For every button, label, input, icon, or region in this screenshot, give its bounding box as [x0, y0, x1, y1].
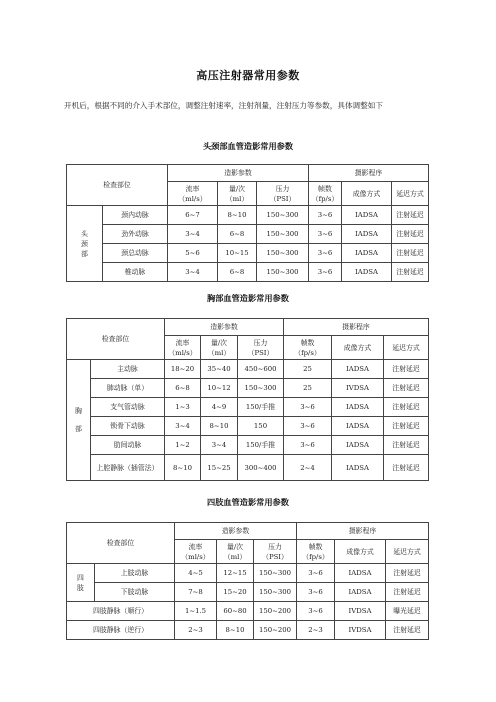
cell-volume: 15~25	[201, 455, 238, 481]
cell-pressure: 150	[238, 417, 284, 436]
cell-site: 上腔静脉（插管法）	[91, 455, 165, 481]
cell-frame: 25	[284, 379, 332, 398]
cell-delay: 注射延迟	[384, 417, 429, 436]
cell-site: 下肢动脉	[95, 583, 175, 602]
cell-frame: 3~6	[284, 398, 332, 417]
cell-mode: IADSA	[342, 244, 392, 263]
cell-rate: 2~3	[175, 621, 217, 640]
cell-site: 支气管动脉	[91, 398, 165, 417]
cell-mode: IVDSA	[332, 379, 384, 398]
cell-pressure: 150~200	[254, 602, 297, 621]
header-rate: 流率 （ml/s）	[168, 182, 218, 206]
header-imaging-program: 摄影程序	[297, 523, 429, 540]
cell-pressure: 150~300	[254, 564, 297, 583]
cell-pressure: 150~300	[254, 583, 297, 602]
table-limbs	[66, 522, 429, 640]
cell-rate: 6~8	[165, 379, 201, 398]
cell-site: 肋间动脉	[91, 436, 165, 455]
cell-delay: 注射延迟	[392, 263, 429, 282]
cell-volume: 6~8	[218, 263, 257, 282]
cell-rate: 3~4	[168, 263, 218, 282]
cell-mode: IADSA	[332, 360, 384, 379]
cell-pressure: 150~200	[254, 621, 297, 640]
header-rate: 流率 （ml/s）	[165, 336, 201, 360]
region-label-head-neck: 头 颈 部	[67, 206, 103, 282]
cell-frame: 3~6	[309, 206, 342, 225]
header-mode: 成像方式	[335, 540, 386, 564]
cell-mode: IADSA	[335, 564, 386, 583]
table-head-neck	[66, 164, 429, 282]
header-contrast-params: 造影参数	[165, 319, 284, 336]
section-title-chest: 胸部血管造影常用参数	[207, 293, 289, 303]
cell-delay: 注射延迟	[384, 398, 429, 417]
cell-pressure: 150~300	[257, 263, 309, 282]
cell-rate: 1~2	[165, 436, 201, 455]
header-frame: 帧数 （fp/s）	[297, 540, 335, 564]
cell-volume: 8~10	[218, 206, 257, 225]
cell-rate: 1~1.5	[175, 602, 217, 621]
header-imaging-program: 摄影程序	[284, 319, 429, 336]
cell-volume: 60~80	[217, 602, 254, 621]
header-rate: 流率 （ml/s）	[175, 540, 217, 564]
header-pressure: 压力 （PSI）	[257, 182, 309, 206]
cell-rate: 3~4	[168, 225, 218, 244]
cell-frame: 25	[284, 360, 332, 379]
cell-delay: 注射延迟	[392, 206, 429, 225]
cell-site: 主动脉	[91, 360, 165, 379]
header-imaging-program: 摄影程序	[309, 165, 429, 182]
header-contrast-params: 造影参数	[168, 165, 309, 182]
cell-site: 椎动脉	[103, 263, 168, 282]
cell-rate: 18~20	[165, 360, 201, 379]
header-site: 检查部位	[67, 319, 165, 360]
section-title-limbs: 四肢血管造影常用参数	[207, 497, 289, 507]
header-pressure: 压力 （PSI）	[254, 540, 297, 564]
header-pressure: 压力 （PSI）	[238, 336, 284, 360]
cell-rate: 7~8	[175, 583, 217, 602]
cell-rate: 6~7	[168, 206, 218, 225]
cell-volume: 35~40	[201, 360, 238, 379]
cell-pressure: 450~600	[238, 360, 284, 379]
cell-rate: 3~4	[165, 417, 201, 436]
header-volume: 量/次 （ml）	[218, 182, 257, 206]
header-delay: 延迟方式	[384, 336, 429, 360]
cell-delay: 注射延迟	[384, 436, 429, 455]
cell-frame: 3~6	[309, 225, 342, 244]
cell-site: 锁骨下动脉	[91, 417, 165, 436]
cell-mode: IVDSA	[335, 621, 386, 640]
cell-mode: IADSA	[342, 225, 392, 244]
header-volume: 量/次 （ml）	[217, 540, 254, 564]
cell-delay: 注射延迟	[386, 564, 429, 583]
cell-delay: 曝光延迟	[386, 602, 429, 621]
cell-site: 肺动脉（单）	[91, 379, 165, 398]
cell-pressure: 300~400	[238, 455, 284, 481]
cell-delay: 注射延迟	[392, 244, 429, 263]
header-contrast-params: 造影参数	[175, 523, 297, 540]
cell-site: 颈总动脉	[103, 244, 168, 263]
cell-delay: 注射延迟	[384, 379, 429, 398]
cell-delay: 注射延迟	[384, 455, 429, 481]
cell-frame: 3~6	[297, 602, 335, 621]
cell-pressure: 150/手推	[238, 398, 284, 417]
cell-site: 劲外动脉	[103, 225, 168, 244]
cell-frame: 2~4	[284, 455, 332, 481]
cell-volume: 10~12	[201, 379, 238, 398]
region-label-limbs: 四 肢	[67, 564, 95, 602]
header-frame: 帧数 （fp/s）	[284, 336, 332, 360]
header-volume: 量/次 （ml）	[201, 336, 238, 360]
cell-delay: 注射延迟	[392, 225, 429, 244]
header-site: 检查部位	[67, 165, 168, 206]
cell-rate: 4~5	[175, 564, 217, 583]
table-chest	[66, 318, 429, 481]
cell-site: 四肢静脉（逆行）	[67, 621, 175, 640]
cell-volume: 15~20	[217, 583, 254, 602]
cell-pressure: 150~300	[257, 225, 309, 244]
cell-frame: 3~6	[309, 263, 342, 282]
cell-frame: 3~6	[284, 436, 332, 455]
cell-volume: 4~9	[201, 398, 238, 417]
header-delay: 延迟方式	[392, 182, 429, 206]
cell-frame: 3~6	[297, 564, 335, 583]
cell-mode: IADSA	[335, 583, 386, 602]
cell-mode: IVDSA	[335, 602, 386, 621]
cell-rate: 1~3	[165, 398, 201, 417]
header-site: 检查部位	[67, 523, 175, 564]
cell-site: 四肢静脉（顺行）	[67, 602, 175, 621]
header-delay: 延迟方式	[386, 540, 429, 564]
cell-volume: 8~10	[201, 417, 238, 436]
header-mode: 成像方式	[342, 182, 392, 206]
cell-mode: IADSA	[332, 436, 384, 455]
cell-frame: 3~6	[309, 244, 342, 263]
cell-mode: IADSA	[332, 455, 384, 481]
cell-frame: 2~3	[297, 621, 335, 640]
region-label-chest: 胸 部	[67, 360, 91, 481]
cell-pressure: 150~300	[257, 206, 309, 225]
cell-site: 颈内动脉	[103, 206, 168, 225]
cell-mode: IADSA	[332, 417, 384, 436]
cell-frame: 3~6	[297, 583, 335, 602]
cell-mode: IADSA	[342, 263, 392, 282]
intro-paragraph: 开机后，根据不同的介入手术部位，调整注射速率，注射剂量，注射压力等参数，具体调整如下	[64, 101, 383, 110]
document-title: 高压注射器常用参数	[196, 69, 300, 82]
cell-delay: 注射延迟	[386, 621, 429, 640]
cell-volume: 6~8	[218, 225, 257, 244]
cell-frame: 3~6	[284, 417, 332, 436]
cell-rate: 5~6	[168, 244, 218, 263]
cell-pressure: 150~300	[238, 379, 284, 398]
cell-delay: 注射延迟	[384, 360, 429, 379]
cell-delay: 注射延迟	[386, 583, 429, 602]
cell-volume: 8~10	[217, 621, 254, 640]
header-mode: 成像方式	[332, 336, 384, 360]
header-frame: 帧数 （fp/s）	[309, 182, 342, 206]
cell-mode: IADSA	[332, 398, 384, 417]
section-title-head-neck: 头颈部血管造影常用参数	[202, 141, 294, 151]
cell-pressure: 150~300	[257, 244, 309, 263]
cell-site: 上肢动脉	[95, 564, 175, 583]
cell-pressure: 150/手推	[238, 436, 284, 455]
cell-volume: 12~15	[217, 564, 254, 583]
cell-volume: 3~4	[201, 436, 238, 455]
cell-rate: 8~10	[165, 455, 201, 481]
cell-volume: 10~15	[218, 244, 257, 263]
cell-mode: IADSA	[342, 206, 392, 225]
